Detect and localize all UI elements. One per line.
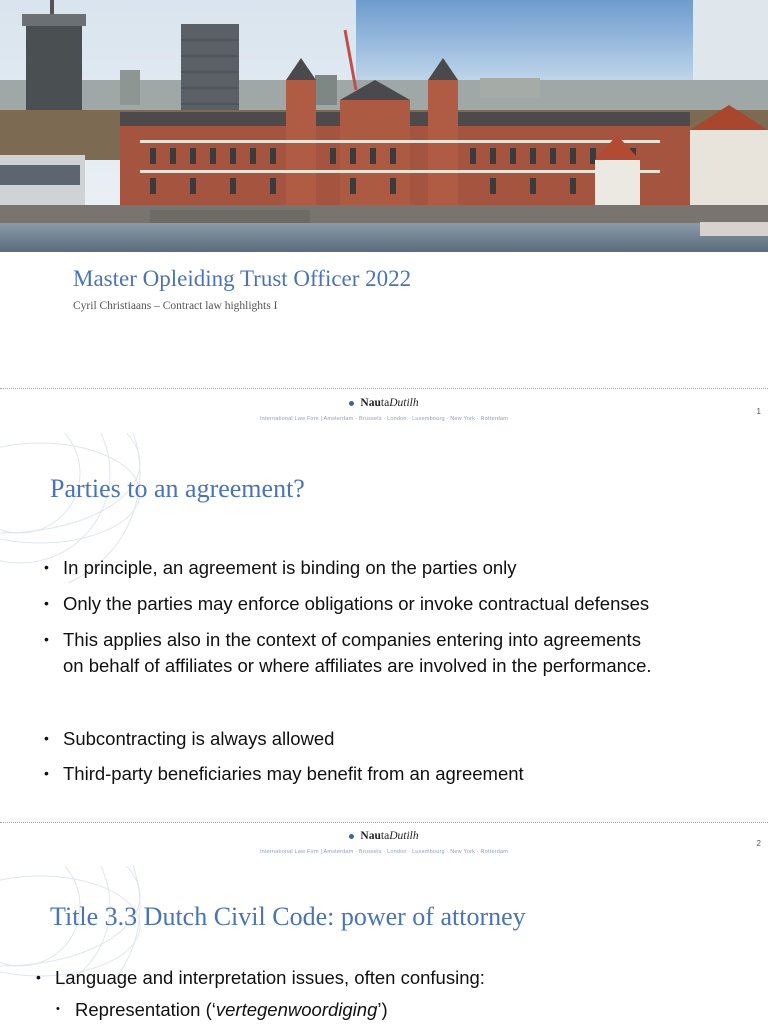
list-item: • Language and interpretation issues, often confusing: (36, 967, 485, 988)
nautadutilh-logo: NautaDutilh (0, 397, 768, 409)
footer-divider (0, 822, 768, 823)
list-item: • Subcontracting is always allowed (44, 728, 335, 749)
slide-heading: Title 3.3 Dutch Civil Code: power of attorney (50, 902, 526, 931)
slide-cover (0, 0, 768, 433)
slide-heading: Parties to an agreement? (50, 474, 305, 503)
list-item: • Only the parties may enforce obligations or invoke contractual defenses (44, 593, 650, 614)
presentation-title: Master Opleiding Trust Officer 2022 (73, 266, 412, 291)
slide-parties (0, 433, 768, 866)
slide-power-of-attorney (0, 866, 768, 1024)
page-number: 1 (756, 407, 761, 416)
amsterdam-central-station-photo (0, 0, 768, 252)
presentation-subtitle: Cyril Christiaans – Contract law highlights I (73, 300, 278, 312)
list-item: • In principle, an agreement is binding on the parties only (44, 557, 517, 578)
footer-tagline: International Law Firm | Amsterdam · Brussels · London · Luxembourg · New York · Rotterdam (259, 416, 509, 422)
list-item: • Third-party beneficiaries may benefit from an agreement (44, 763, 524, 784)
list-item-sub: • Representation (‘vertegenwoordiging’) (56, 999, 388, 1020)
page-number: 2 (756, 839, 761, 848)
logo-dot-icon (349, 401, 354, 406)
list-item: • This applies also in the context of companies entering into agreements (44, 629, 641, 650)
nautadutilh-logo: NautaDutilh (0, 830, 768, 842)
list-item-continuation: on behalf of affiliates or where affiliates are involved in the performance. (63, 655, 652, 676)
footer-divider (0, 388, 768, 389)
footer-tagline: International Law Firm | Amsterdam · Brussels · London · Luxembourg · New York · Rotterdam (259, 849, 509, 855)
logo-dot-icon (349, 834, 354, 839)
